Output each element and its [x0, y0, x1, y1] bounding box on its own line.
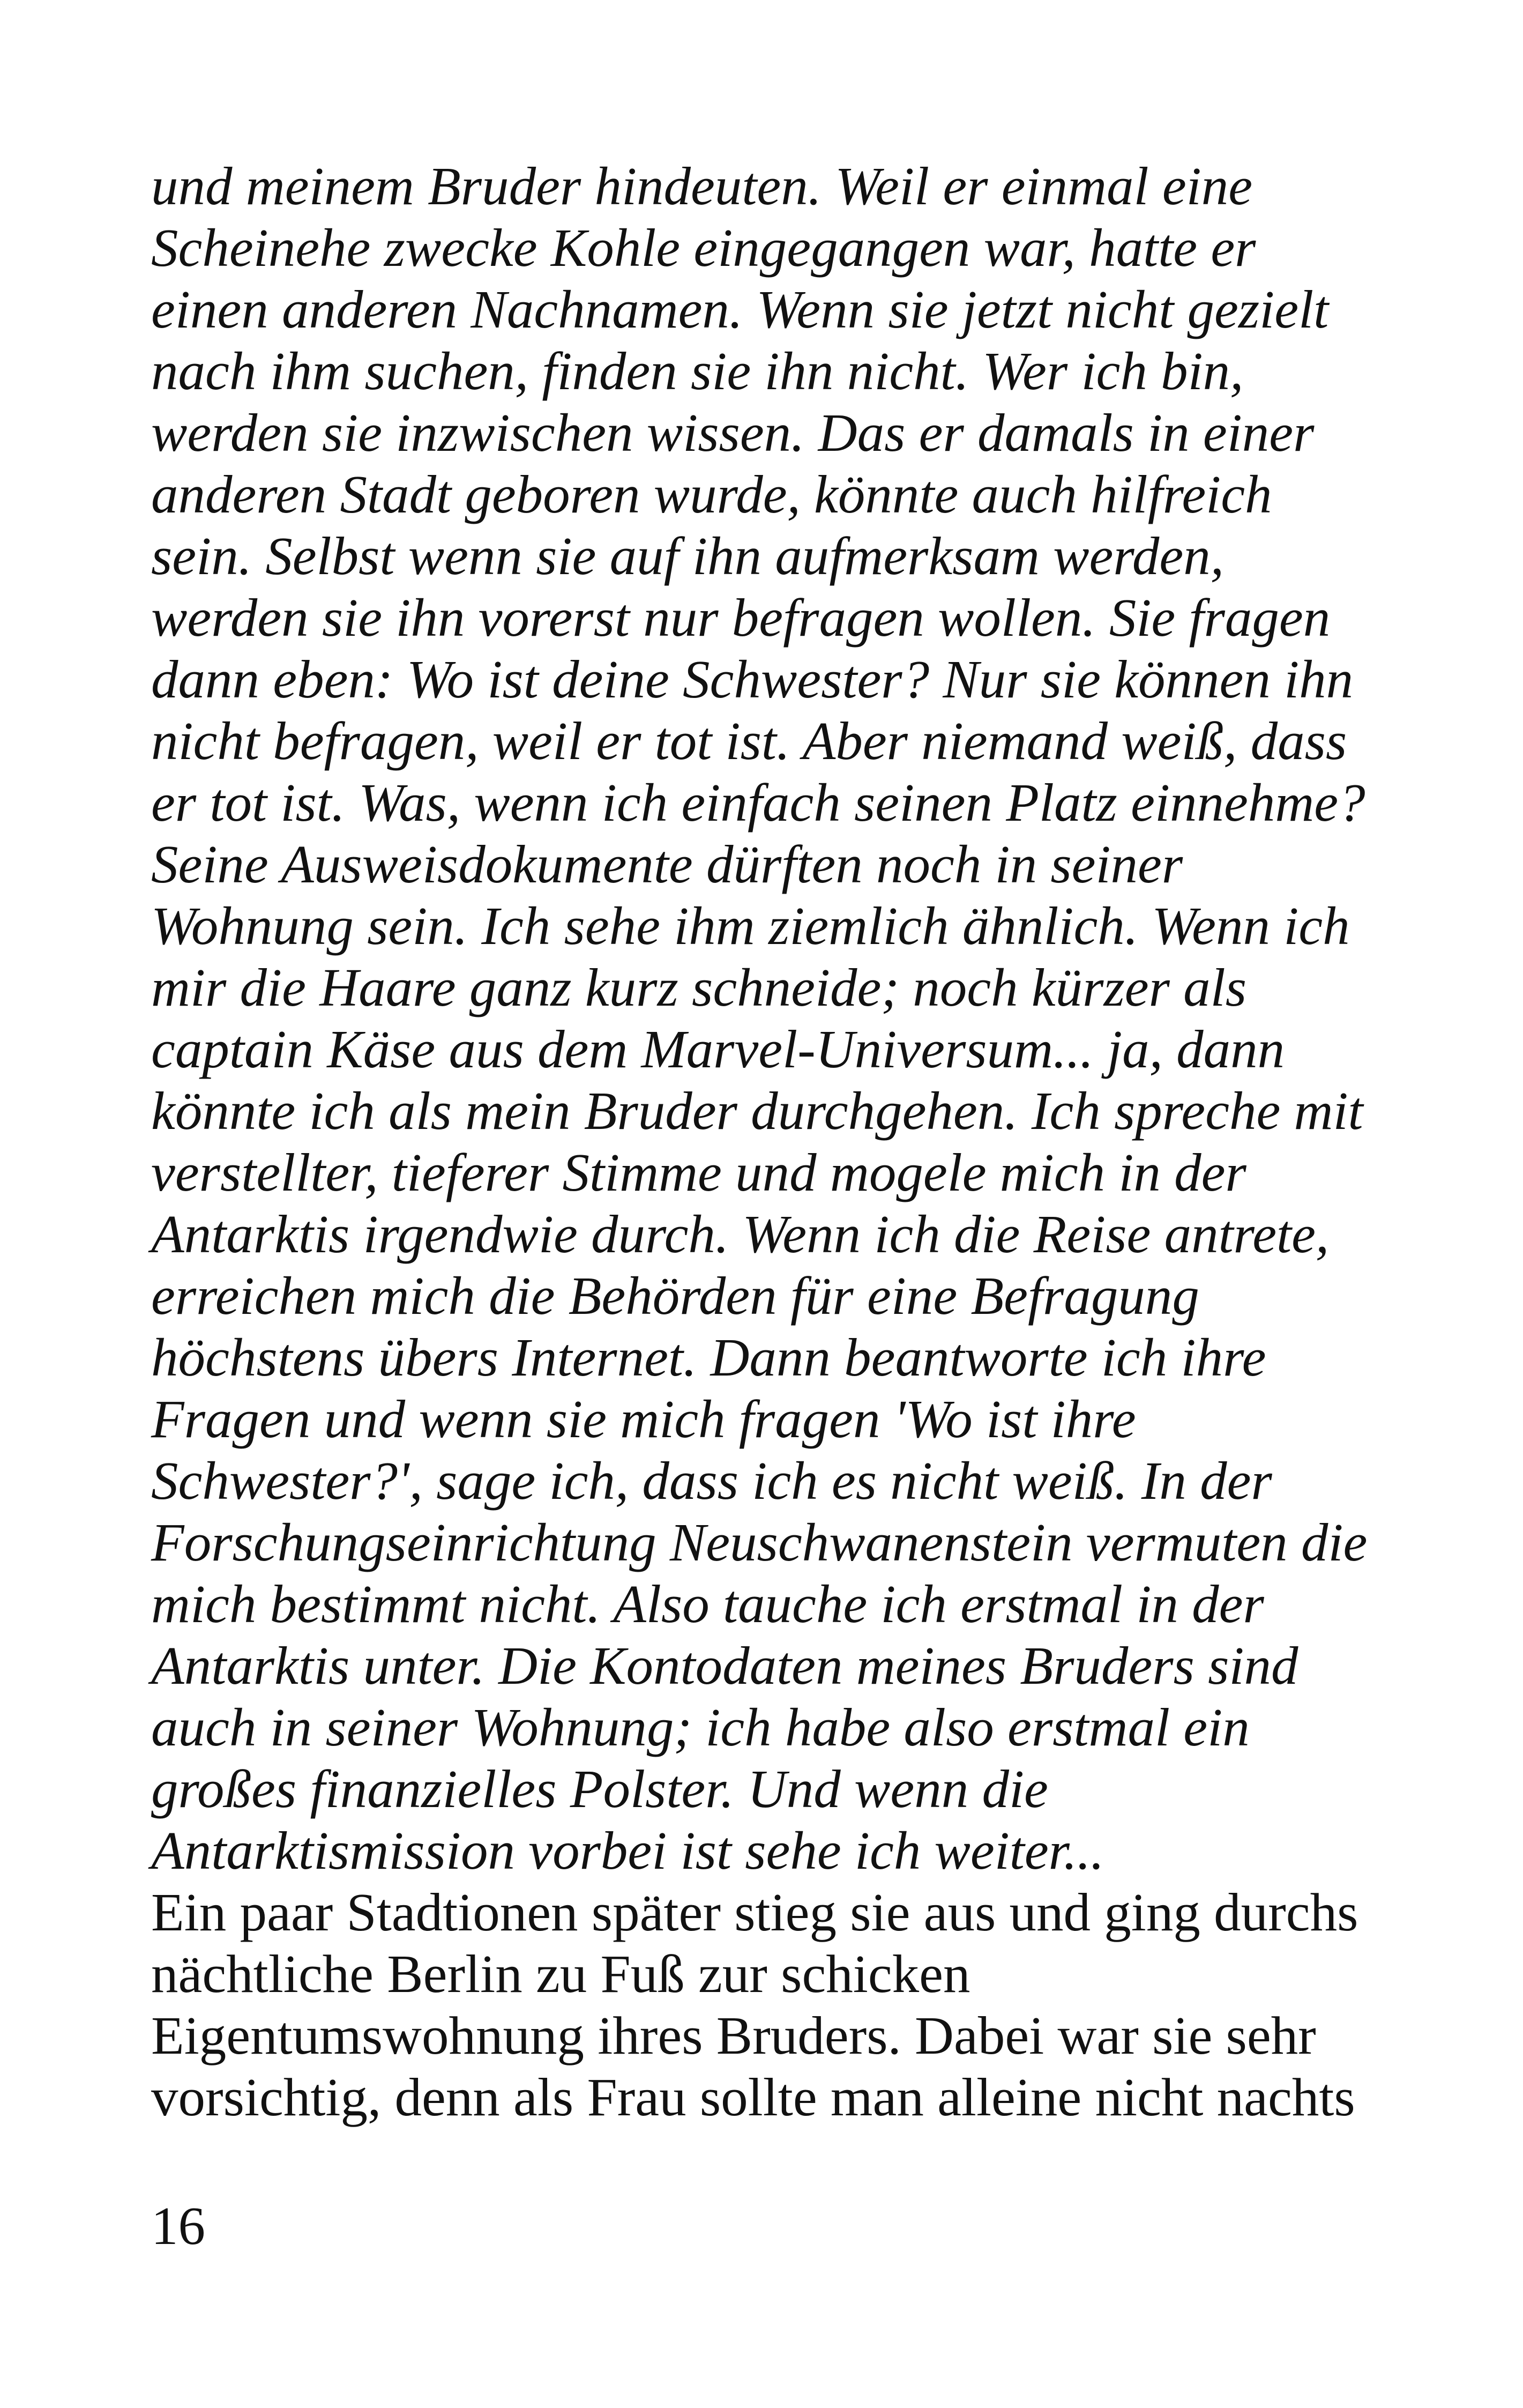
text-line: dann eben: Wo ist deine Schwester? Nur sie können ihn [151, 649, 1354, 709]
text-line: Fragen und wenn sie mich fragen 'Wo ist ihre [151, 1389, 1136, 1449]
text-line: er tot ist. Was, wenn ich einfach seinen Platz einnehme? [151, 772, 1365, 833]
text-line: und meinem Bruder hindeuten. Weil er einmal eine [151, 156, 1253, 216]
text-line: Seine Ausweisdokumente dürften noch in seiner [151, 834, 1183, 894]
text-line: vorsichtig, denn als Frau sollte man alleine nicht nachts [151, 2067, 1355, 2127]
text-line: Schwester?', sage ich, dass ich es nicht weiß. In der [151, 1451, 1272, 1511]
text-line: Antarktis irgendwie durch. Wenn ich die Reise antrete, [151, 1204, 1330, 1264]
text-line: verstellter, tieferer Stimme und mogele mich in der [151, 1142, 1246, 1202]
text-line: großes finanzielles Polster. Und wenn die [151, 1759, 1048, 1819]
text-line: nächtliche Berlin zu Fuß zur schicken [151, 1944, 970, 2004]
text-line: werden sie ihn vorerst nur befragen wollen. Sie fragen [151, 588, 1331, 648]
text-line: Forschungseinrichtung Neuschwanenstein vermuten die [151, 1512, 1368, 1572]
text-line: erreichen mich die Behörden für eine Befragung [151, 1266, 1199, 1326]
text-line: Eigentumswohnung ihres Bruders. Dabei war sie sehr [151, 2005, 1316, 2065]
text-line: auch in seiner Wohnung; ich habe also erstmal ein [151, 1697, 1250, 1757]
text-line: mir die Haare ganz kurz schneide; noch kürzer als [151, 957, 1247, 1017]
text-line: captain Käse aus dem Marvel-Universum... ja, dann [151, 1019, 1285, 1079]
text-line: Scheinehe zwecke Kohle eingegangen war, hatte er [151, 218, 1256, 278]
text-line: anderen Stadt geboren wurde, könnte auch hilfreich [151, 464, 1272, 524]
text-line: Antarktismission vorbei ist sehe ich weiter... [151, 1820, 1104, 1881]
page-number: 16 [151, 2196, 205, 2256]
text-line: mich bestimmt nicht. Also tauche ich erstmal in der [151, 1574, 1264, 1634]
text-line: Wohnung sein. Ich sehe ihm ziemlich ähnlich. Wenn ich [151, 896, 1350, 956]
body-text [151, 155, 1384, 2128]
text-line: Antarktis unter. Die Kontodaten meines Bruders sind [151, 1636, 1298, 1696]
text-line: höchstens übers Internet. Dann beantworte ich ihre [151, 1327, 1266, 1387]
text-line: einen anderen Nachnamen. Wenn sie jetzt nicht gezielt [151, 279, 1329, 339]
text-line: könnte ich als mein Bruder durchgehen. Ich spreche mit [151, 1081, 1363, 1141]
narration [151, 1882, 1384, 2128]
text-line: Ein paar Stadtionen später stieg sie aus und ging durchs [151, 1882, 1358, 1942]
text-line: nicht befragen, weil er tot ist. Aber niemand weiß, dass [151, 711, 1347, 771]
italic-inner-monologue [151, 155, 1384, 1882]
text-line: werden sie inzwischen wissen. Das er damals in einer [151, 403, 1315, 463]
text-line: nach ihm suchen, finden sie ihn nicht. Wer ich bin, [151, 341, 1244, 401]
text-line: sein. Selbst wenn sie auf ihn aufmerksam werden, [151, 526, 1224, 586]
